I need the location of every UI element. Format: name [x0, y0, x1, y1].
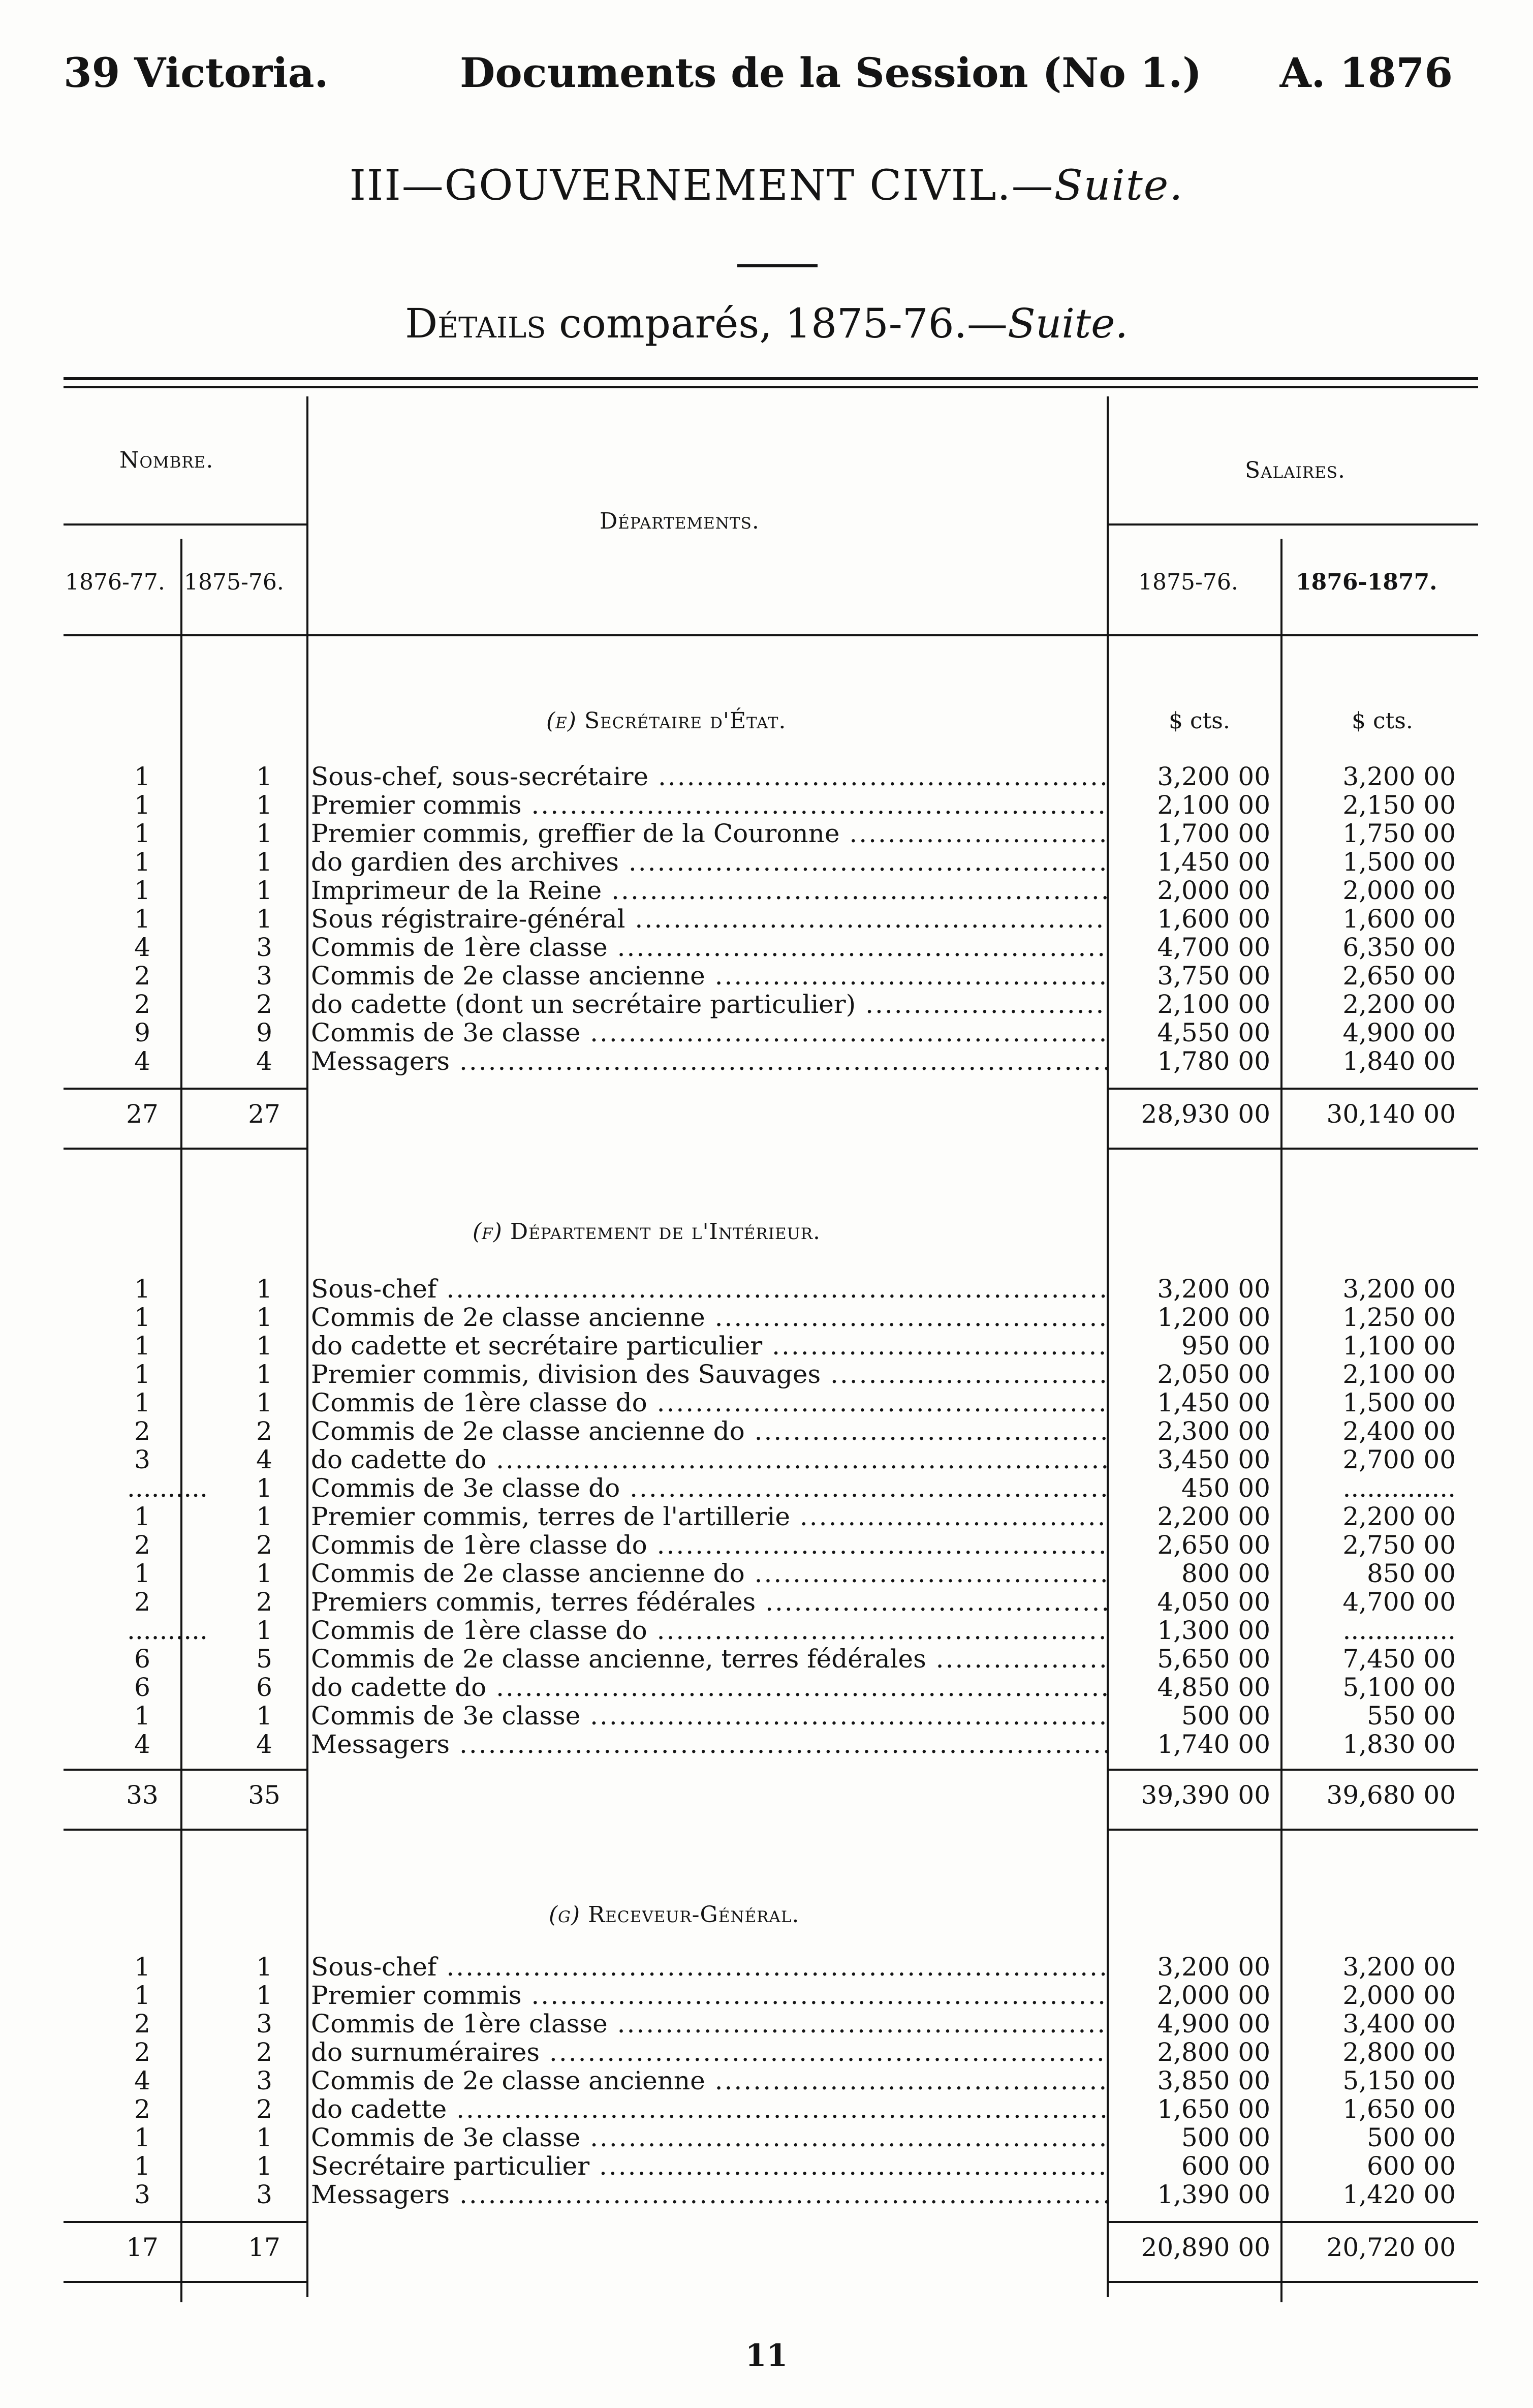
table-row: 9 9 Commis de 3e classe ..... 4,550 00 4,900 00 — [0, 1018, 1533, 1047]
table-row: 2 2 Commis de 1ère classe do ..... 2,650 00 2,750 00 — [0, 1531, 1533, 1559]
section-name: Receveur-Général. — [580, 1902, 800, 1928]
table-row: 1 1 Commis de 2e classe ancienne do ..... 800 00 850 00 — [0, 1559, 1533, 1588]
table-header-bottom-rule — [64, 634, 1478, 636]
table-row: 1 1 Premier commis ..... 2,100 00 2,150 00 — [0, 791, 1533, 819]
page-subtitle — [0, 300, 1533, 347]
table-row: 2 2 do cadette ..... 1,650 00 1,650 00 — [0, 2095, 1533, 2123]
table-row: 1 1 Commis de 3e classe ..... 500 00 550 00 — [0, 1702, 1533, 1730]
table-row: .......... 1 Commis de 3e classe do ..... 450 00 .............. — [0, 1474, 1533, 1502]
table-row: .......... 1 Commis de 1ère classe do ..... 1,300 00 .............. — [0, 1616, 1533, 1645]
page-title-suffix: Suite. — [1054, 162, 1184, 210]
table-row: 1 1 Commis de 3e classe ..... 500 00 500 00 — [0, 2123, 1533, 2152]
currency-label-2: $ cts. — [1352, 708, 1413, 734]
total-bottom-rule-nombre — [64, 2281, 306, 2283]
header-salary-1876-77: 1876-1877. — [1296, 569, 1437, 595]
total-rule-salaires — [1107, 1769, 1478, 1771]
header-salary-1875-76: 1875-76. — [1138, 569, 1238, 595]
table-row: 2 3 Commis de 1ère classe ..... 4,900 00 3,400 00 — [0, 2010, 1533, 2038]
table-row: 1 1 Premier commis, terres de l'artillerie ..... 2,200 00 2,200 00 — [0, 1502, 1533, 1531]
section-name: Département de l'Intérieur. — [502, 1219, 821, 1245]
running-header-right: A. 1876 — [1279, 49, 1453, 97]
table-row: 1 1 Imprimeur de la Reine ..... 2,000 00 2,000 00 — [0, 876, 1533, 905]
table-row: 1 1 Commis de 1ère classe do ..... 1,450 00 1,500 00 — [0, 1388, 1533, 1417]
table-row: 1 1 do gardien des archives ..... 1,450 00 1,500 00 — [0, 848, 1533, 876]
total-bottom-rule-nombre — [64, 1829, 306, 1831]
section-letter: (f) — [473, 1219, 503, 1245]
table-row: 2 2 do surnuméraires ..... 2,800 00 2,800 00 — [0, 2038, 1533, 2066]
section-total-row: 33 35 39,390 00 39,680 00 — [126, 1780, 1456, 1810]
table-row: 6 5 Commis de 2e classe ancienne, terres fédérales ..... 5,650 00 7,450 00 — [0, 1645, 1533, 1673]
table-row: 2 3 Commis de 2e classe ancienne ..... 3,750 00 2,650 00 — [0, 962, 1533, 990]
currency-label-1: $ cts. — [1169, 708, 1230, 734]
table-row: 4 4 Messagers ..... 1,740 00 1,830 00 — [0, 1730, 1533, 1758]
total-rule-nombre — [64, 1088, 306, 1090]
table-row: 4 3 Commis de 2e classe ancienne ..... 3,850 00 5,150 00 — [0, 2066, 1533, 2095]
total-bottom-rule-salaires — [1107, 1829, 1478, 1831]
header-departements: Départements. — [600, 508, 760, 534]
salaires-header-rule — [1107, 523, 1478, 526]
table-row: 3 3 Messagers ..... 1,390 00 1,420 00 — [0, 2180, 1533, 2209]
page-number: 11 — [745, 2338, 788, 2373]
section-title-receveur-general — [549, 1902, 799, 1928]
total-rule-nombre — [64, 2221, 306, 2223]
table-row: 1 1 Secrétaire particulier ..... 600 00 600 00 — [0, 2152, 1533, 2180]
table-top-rule — [64, 377, 1478, 380]
nombre-header-rule — [64, 523, 306, 526]
subtitle-lead: Détails — [405, 300, 546, 347]
table-row: 4 4 Messagers ..... 1,780 00 1,840 00 — [0, 1047, 1533, 1075]
table-row: 1 1 Commis de 2e classe ancienne ..... 1,200 00 1,250 00 — [0, 1303, 1533, 1332]
section-title-secretaire-etat — [546, 708, 786, 734]
total-rule-salaires — [1107, 2221, 1478, 2223]
header-salaires: Salaires. — [1245, 457, 1346, 483]
section-name: Secrétaire d'État. — [576, 708, 787, 734]
section-title-interieur — [473, 1219, 821, 1245]
total-bottom-rule-salaires — [1107, 2281, 1478, 2283]
table-row: 1 1 Sous-chef ..... 3,200 00 3,200 00 — [0, 1953, 1533, 1981]
table-row: 1 1 do cadette et secrétaire particulier ..... 950 00 1,100 00 — [0, 1332, 1533, 1360]
title-rule — [737, 264, 818, 267]
total-rule-nombre — [64, 1769, 306, 1771]
header-year-1876-77: 1876-77. — [65, 569, 165, 595]
header-year-1875-76: 1875-76. — [184, 569, 284, 595]
table-row: 1 1 Sous régistraire-général ..... 1,600 00 1,600 00 — [0, 905, 1533, 933]
table-row: 2 2 do cadette (dont un secrétaire particulier) ..... 2,100 00 2,200 00 — [0, 990, 1533, 1018]
subtitle-main: comparés, 1875-76.— — [546, 300, 1008, 347]
section-total-row: 17 17 20,890 00 20,720 00 — [126, 2233, 1456, 2262]
table-row: 1 1 Sous-chef, sous-secrétaire ..... 3,200 00 3,200 00 — [0, 762, 1533, 791]
table-row: 3 4 do cadette do ..... 3,450 00 2,700 00 — [0, 1445, 1533, 1474]
section-total-row: 27 27 28,930 00 30,140 00 — [126, 1099, 1456, 1129]
table-row: 1 1 Sous-chef ..... 3,200 00 3,200 00 — [0, 1275, 1533, 1303]
total-rule-salaires — [1107, 1088, 1478, 1090]
running-header-center: Documents de la Session (No 1.) — [460, 49, 1202, 97]
total-bottom-rule-salaires — [1107, 1148, 1478, 1150]
running-header-left: 39 Victoria. — [64, 49, 329, 97]
section-letter: (e) — [546, 708, 577, 734]
page-title — [0, 162, 1533, 210]
table-row: 1 1 Premier commis ..... 2,000 00 2,000 00 — [0, 1981, 1533, 2010]
table-row: 4 3 Commis de 1ère classe ..... 4,700 00 6,350 00 — [0, 933, 1533, 962]
header-nombre: Nombre. — [119, 447, 214, 473]
section-letter: (g) — [549, 1902, 581, 1928]
table-row: 6 6 do cadette do ..... 4,850 00 5,100 00 — [0, 1673, 1533, 1702]
table-row: 1 1 Premier commis, division des Sauvages ..... 2,050 00 2,100 00 — [0, 1360, 1533, 1388]
table-row: 2 2 Commis de 2e classe ancienne do ..... 2,300 00 2,400 00 — [0, 1417, 1533, 1445]
total-bottom-rule-nombre — [64, 1148, 306, 1150]
table-row: 2 2 Premiers commis, terres fédérales ..... 4,050 00 4,700 00 — [0, 1588, 1533, 1616]
page-title-main: III—GOUVERNEMENT CIVIL.— — [349, 162, 1054, 210]
table-top-rule-2 — [64, 386, 1478, 388]
subtitle-suffix: Suite. — [1008, 300, 1128, 347]
table-row: 1 1 Premier commis, greffier de la Couronne ..... 1,700 00 1,750 00 — [0, 819, 1533, 848]
